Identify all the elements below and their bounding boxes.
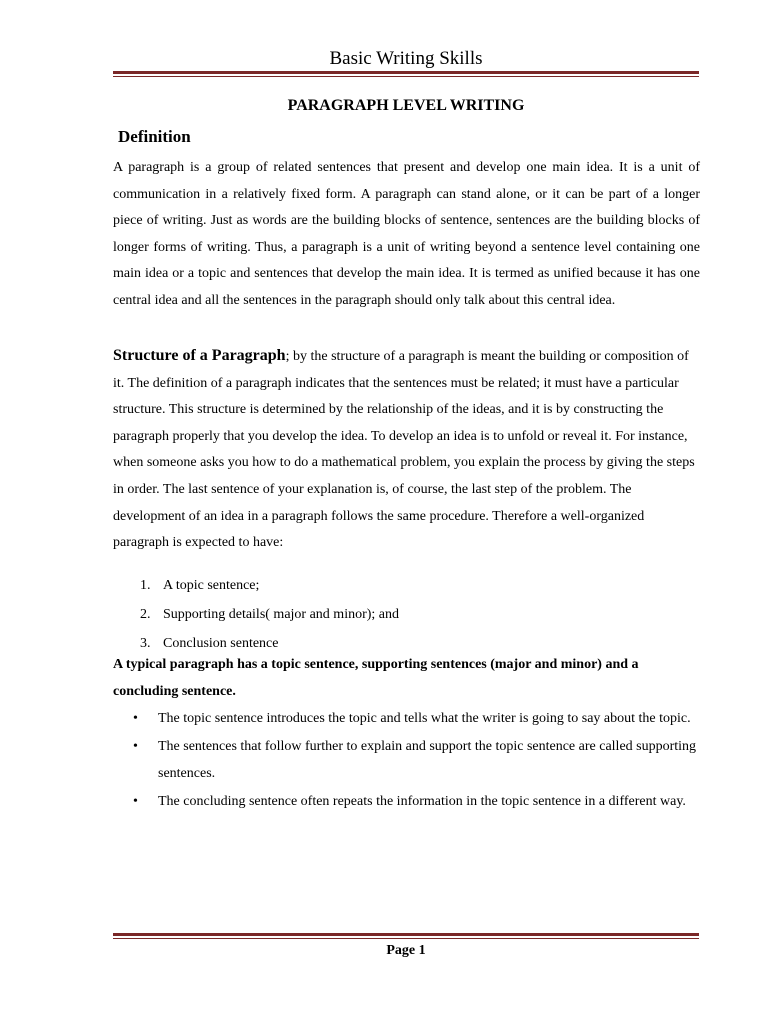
footer-divider — [113, 933, 699, 939]
bullet-item — [113, 733, 700, 788]
bullet-item — [113, 705, 700, 733]
bullet-item-text: The topic sentence introduces the topic and tells what the writer is going to say about the topic. — [158, 711, 691, 726]
header-divider-thin-line — [113, 76, 699, 77]
structure-heading: Structure of a Paragraph — [113, 347, 286, 364]
list-item-text: Conclusion sentence — [163, 636, 279, 651]
page-header-title: Basic Writing Skills — [329, 48, 483, 69]
list-item — [113, 571, 700, 600]
bullet-icon: • — [133, 738, 138, 754]
header-divider — [113, 71, 699, 77]
header-divider-thick-line — [113, 71, 699, 74]
bullet-item-text: The sentences that follow further to explain and support the topic sentence are called supporting sentences. — [158, 738, 697, 781]
bullet-item-text: The concluding sentence often repeats the information in the topic sentence in a different way. — [158, 793, 686, 809]
sentence-types-list — [113, 705, 700, 815]
list-item-text: Supporting details( major and minor); and — [163, 607, 400, 622]
page-number: Page 1 — [386, 943, 426, 958]
structure-text: ; by the structure of a paragraph is meant the building or composition of it. The definition of a paragraph indicates that the sentences must be related; it must have a particular structure. This structure is determined by the relationship of the ideas, and it is by constructing the paragraph properly that you develop the idea. To develop an idea is to unfold or reveal it. For instance, when someone asks you how to do a mathematical problem, you explain the process by giving the steps in order. The last sentence of your explanation is, of course, the last step of the problem. The development of an idea in a paragraph follows the same procedure. Therefore a well-organized paragraph is expected to have: — [113, 349, 695, 551]
list-item-text: A topic sentence; — [163, 578, 260, 593]
list-item-number: 1. — [140, 578, 151, 593]
document-title: PARAGRAPH LEVEL WRITING — [287, 97, 525, 114]
bullet-icon: • — [133, 711, 138, 726]
definition-paragraph: A paragraph is a group of related sentences that present and develop one main idea. It is a unit of communication in a relatively fixed form. A paragraph can stand alone, or it can be part of a longer piece of writing. Just as words are the building blocks of sentence, sentences are the building blocks of longer forms of writing. Thus, a paragraph is a unit of writing beyond a sentence level containing one main idea or a topic and sentences that develop the main idea. It is termed as unified because it has one central idea and all the sentences in the paragraph should only talk about this central idea. — [113, 160, 700, 308]
bullet-icon: • — [133, 793, 138, 809]
list-item — [113, 600, 700, 629]
footer-divider-thick-line — [113, 933, 699, 936]
structure-paragraph — [113, 343, 700, 557]
summary-statement: A typical paragraph has a topic sentence, supporting sentences (major and minor) and a concluding sentence. — [113, 657, 639, 699]
list-item-number: 2. — [140, 607, 151, 622]
definition-heading: Definition — [118, 127, 191, 146]
paragraph-elements-list — [113, 571, 700, 658]
footer-divider-thin-line — [113, 938, 699, 939]
list-item-number: 3. — [140, 636, 151, 651]
bullet-item — [113, 788, 700, 816]
